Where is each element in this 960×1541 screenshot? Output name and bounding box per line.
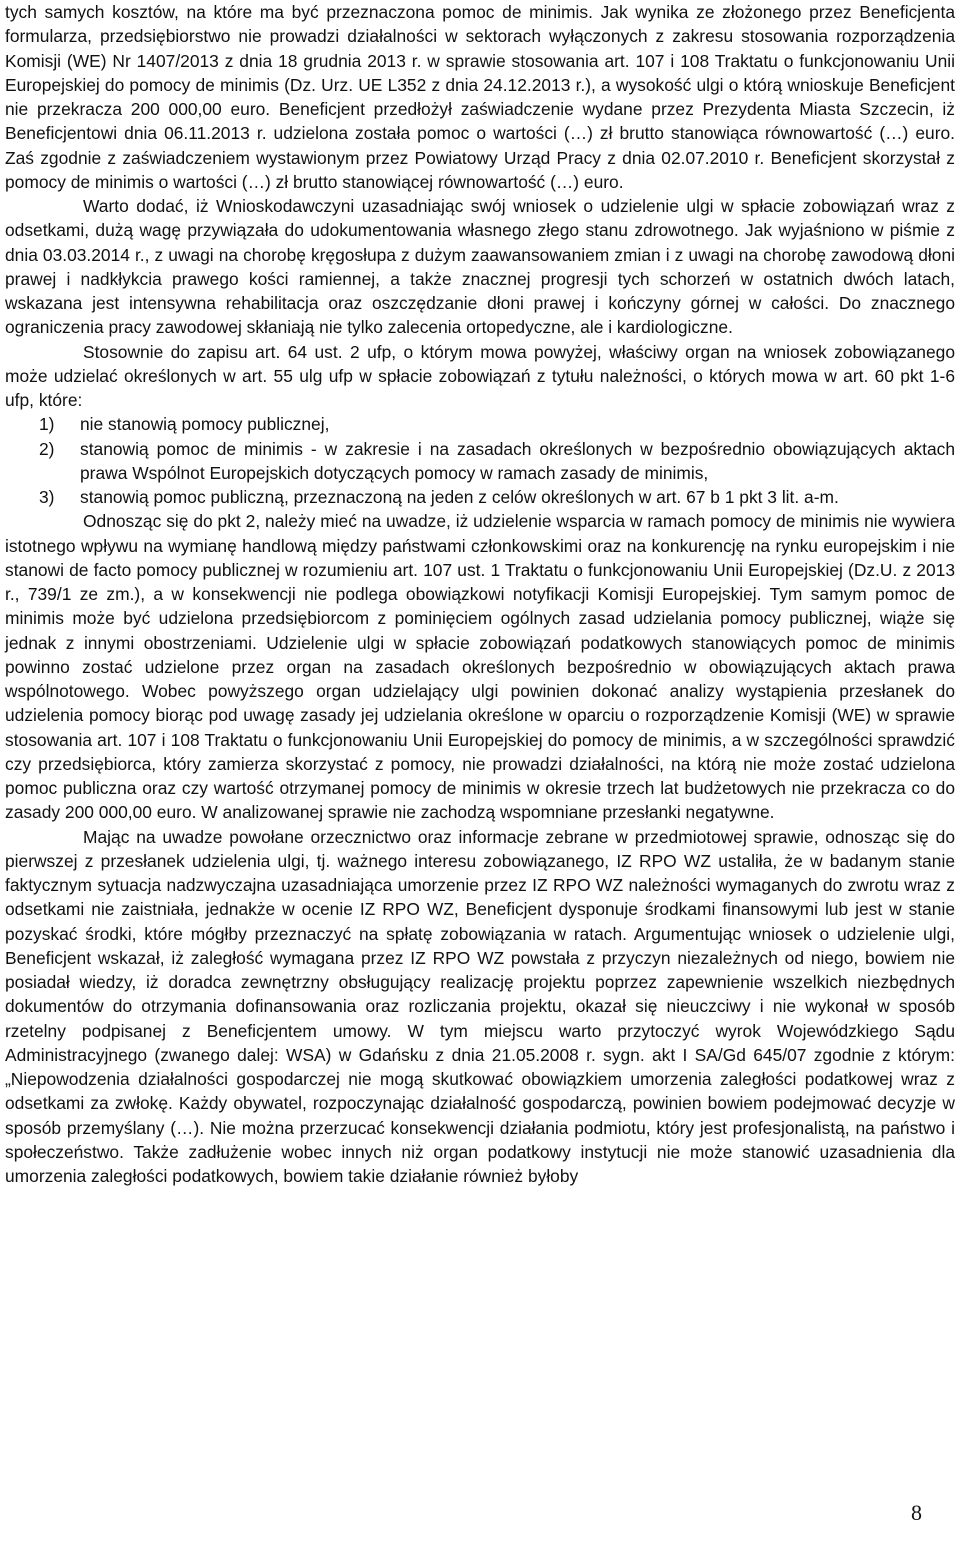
list-item-number: 3)	[39, 487, 55, 507]
paragraph-important-interest: Mając na uwadze powołane orzecznictwo oraz informacje zebrane w przedmiotowej sprawie, odnosząc się do pierwszej z przesłanek udzielenia ulgi, tj. ważnego interesu zobowiązanego, IZ RPO WZ ustaliła, że w badanym stanie faktycznym sytuacja nadzwyczajna uzasadniająca umorzenie przez IZ RPO WZ należności wymaganych do zwrotu wraz z odsetkami nie zaistniała, jednakże w ocenie IZ RPO WZ, Beneficjent dysponuje środkami finansowymi lub jest w stanie pozyskać środki, które mógłby przeznaczyć na spłatę zobowiązania w ratach. Argumentując wniosek o udzielenie ulgi, Beneficjent wskazał, iż zaległość wymagana przez IZ RPO WZ powstała z przyczyn niezależnych od niego, bowiem nie posiadał wiedzy, iż doradca zewnętrzny obsługujący realizację projektu poprzez zapewnienie wszelkich niezbędnych dokumentów do otrzymania dofinansowania oraz rozliczania projektu, okazał się nieuczciwy i nie wykonał w sposób rzetelny podpisanej z Beneficjentem umowy. W tym miejscu warto przytoczyć wyrok Wojewódzkiego Sądu Administracyjnego (zwanego dalej: WSA) w Gdańsku z dnia 21.05.2008 r. sygn. akt I SA/Gd 645/07 zgodnie z którym: „Niepowodzenia działalności gospodarczej nie mogą skutkować obowiązkiem umorzenia zaległości podatkowej wraz z odsetkami za zwłokę. Każdy obywatel, rozpoczynając działalność gospodarczą, powinien bowiem podejmować decyzje w sposób przemyślany (…). Nie można przerzucać konsekwencji działania podmiotu, który jest profesjonalistą, na państwo i społeczeństwo. Także zadłużenie wobec innych niż organ podatkowy instytucji nie może stanowić uzasadnienia dla umorzenia zaległości podatkowych, bowiem takie działanie również byłoby	[5, 826, 955, 1186]
paragraph-art-64: Stosownie do zapisu art. 64 ust. 2 ufp, o którym mowa powyżej, właściwy organ na wniosek zobowiązanego może udzielać określonych w art. 55 ulg ufp w spłacie zobowiązań z tytułu należności, o których mowa w art. 60 pkt 1-6 ufp, które:	[5, 341, 955, 410]
list-item	[5, 437, 955, 486]
list-item-text: stanowią pomoc publiczną, przeznaczoną na jeden z celów określonych w art. 67 b 1 pkt 3 lit. a-m.	[80, 487, 839, 507]
page-number: 8	[911, 1500, 922, 1525]
list-item-text: nie stanowią pomocy publicznej,	[80, 414, 330, 435]
list-item-text: stanowią pomoc de minimis - w zakresie i na zasadach określonych w bezpośrednio obowiązujących aktach prawa Wspólnot Europejskich dotyczących pomocy w ramach zasady de minimis,	[80, 438, 955, 483]
paragraph-health-condition: Warto dodać, iż Wnioskodawczyni uzasadniając swój wniosek o udzielenie ulgi w spłacie zobowiązań wraz z odsetkami, dużą wagę przywiązała do udokumentowania własnego złego stanu zdrowotnego. Jak wyjaśniono w piśmie z dnia 03.03.2014 r., z uwagi na chorobę kręgosłupa z dużym zaawansowaniem zmian i z uwagi na chorobę zawodową dłoni prawej i nadkłykcia prawego kości ramiennej, a także znacznej progresji tych schorzeń w ostatnich dwóch latach, wskazana jest intensywna rehabilitacja oraz oszczędzanie dłoni prawej i kończyny górnej w całości. Do znacznego ograniczenia pracy zawodowej skłaniają nie tylko zalecenia ortopedyczne, ale i kardiologiczne.	[5, 196, 955, 338]
conditions-list	[5, 412, 955, 509]
list-item-number: 1)	[39, 414, 55, 435]
list-item	[5, 412, 955, 436]
list-item-number: 2)	[39, 438, 55, 459]
document-page	[5, 0, 955, 1188]
list-item	[5, 485, 955, 509]
paragraph-de-minimis-intro: tych samych kosztów, na które ma być przeznaczona pomoc de minimis. Jak wynika ze złożonego przez Beneficjenta formularza, przedsiębiorstwo nie prowadzi działalności w sektorach wyłączonych z zakresu stosowania rozporządzenia Komisji (WE) Nr 1407/2013 z dnia 18 grudnia 2013 r. w sprawie stosowania art. 107 i 108 Traktatu o funkcjonowaniu Unii Europejskiej do pomocy de minimis (Dz. Urz. UE L352 z dnia 24.12.2013 r.), a wysokość ulgi o którą wnioskuje Beneficjent nie przekracza 200 000,00 euro. Beneficjent przedłożył zaświadczenie wydane przez Prezydenta Miasta Szczecin, iż Beneficjentowi dnia 06.11.2013 r. udzielona została pomoc o wartości (…) zł brutto stanowiąca równowartość (…) euro. Zaś zgodnie z zaświadczeniem wystawionym przez Powiatowy Urząd Pracy z dnia 02.07.2010 r. Beneficjent skorzystał z pomocy de minimis o wartości (…) zł brutto stanowiącej równowartość (…) euro.	[5, 2, 955, 192]
paragraph-point-2-analysis: Odnosząc się do pkt 2, należy mieć na uwadze, iż udzielenie wsparcia w ramach pomocy de minimis nie wywiera istotnego wpływu na wymianę handlową między państwami członkowskimi oraz na konkurencję na rynku europejskim i nie stanowi de facto pomocy publicznej w rozumieniu art. 107 ust. 1 Traktatu o funkcjonowaniu Unii Europejskiej (Dz.U. z 2013 r., 739/1 ze zm.), a w konsekwencji nie podlega obowiązkowi notyfikacji Komisji Europejskiej. Tym samym pomoc de minimis może być udzielona przedsiębiorcom z pominięciem ogólnych zasad udzielania pomocy publicznej, wiąże się jednak z innymi obostrzeniami. Udzielenie ulgi w spłacie zobowiązań podatkowych stanowiących pomoc de minimis powinno zostać udzielone przez organ na zasadach określonych bezpośrednio w obowiązujących aktach prawa wspólnotowego. Wobec powyższego organ udzielający ulgi powinien dokonać analizy wystąpienia przesłanek do udzielenia pomocy biorąc pod uwagę zasady jej udzielania określone w oparciu o rozporządzenie Komisji (WE) w sprawie stosowania art. 107 i 108 Traktatu o funkcjonowaniu Unii Europejskiej do pomocy de minimis, a w szczególności sprawdzić czy przedsiębiorca, który zamierza skorzystać z pomocy, nie prowadzi działalności, na którą nie może zostać udzielona pomoc publiczna oraz czy wartość otrzymanej pomocy de minimis w okresie trzech lat budżetowych nie przekracza co do zasady 200 000,00 euro. W analizowanej sprawie nie zachodzą wspomniane przesłanki negatywne.	[5, 511, 955, 823]
